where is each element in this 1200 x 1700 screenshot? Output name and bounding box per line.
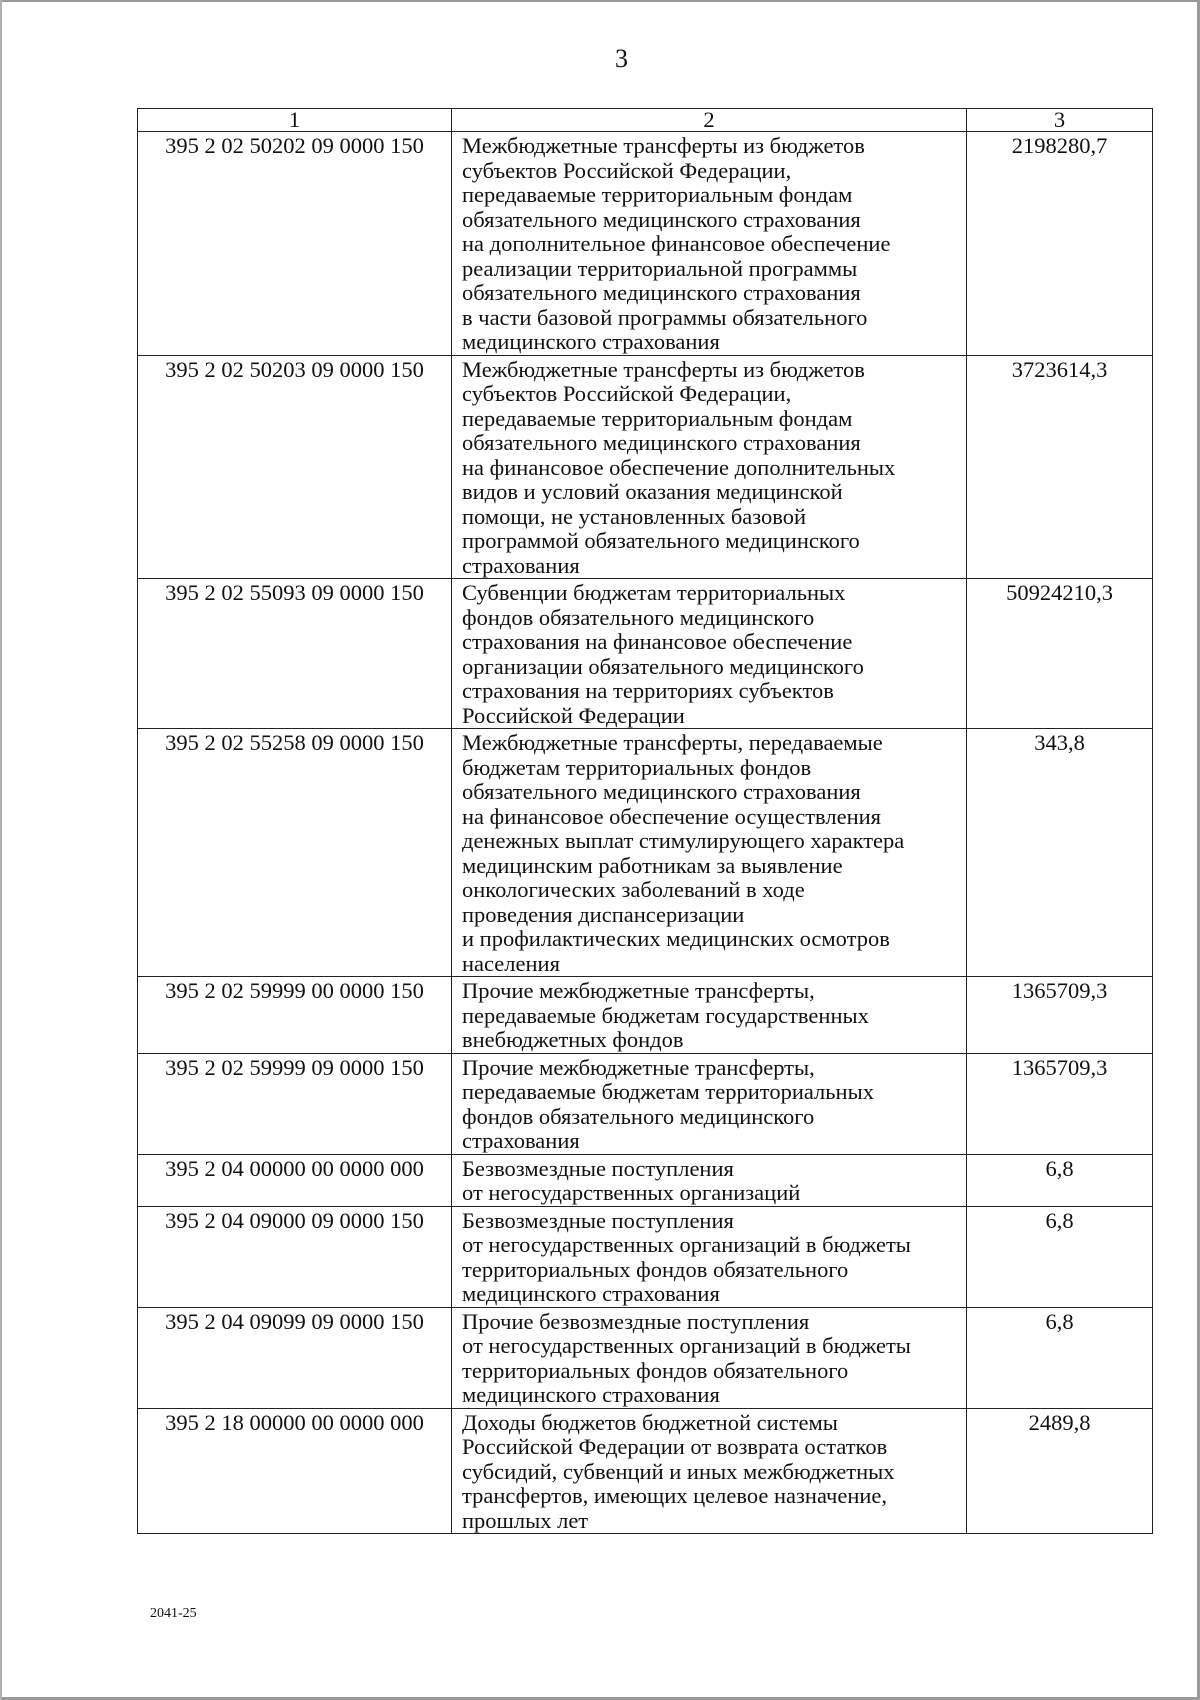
description-line: организации обязательного медицинского: [462, 653, 864, 679]
description-line: передаваемые территориальным фондам: [462, 405, 853, 431]
budget-revenue-table: [137, 108, 1153, 1534]
amount-value: 6,8: [967, 1307, 1153, 1408]
description-line: медицинского страхования: [462, 1281, 720, 1306]
description-line: Российской Федерации: [462, 702, 685, 728]
table-row: [138, 977, 1153, 1054]
amount-value: 343,8: [967, 729, 1153, 977]
budget-classification-code: 395 2 18 00000 00 0000 000: [138, 1408, 452, 1534]
description-line: Прочие межбюджетные трансферты,: [462, 1054, 815, 1080]
description-line: фондов обязательного медицинского: [462, 604, 815, 630]
description-line: проведения диспансеризации: [462, 901, 745, 927]
budget-classification-code: 395 2 02 50202 09 0000 150: [138, 132, 452, 356]
description-line: онкологических заболеваний в ходе: [462, 877, 805, 902]
description-line: Субвенции бюджетам территориальных: [462, 580, 846, 605]
amount-value: 1365709,3: [967, 977, 1153, 1054]
table-row: [138, 1206, 1153, 1307]
description-line: Российской Федерации от возврата остатков: [462, 1434, 888, 1459]
budget-classification-code: 395 2 04 09099 09 0000 150: [138, 1307, 452, 1408]
document-footer-code: 2041-25: [150, 1606, 197, 1621]
page-number: 3: [615, 44, 628, 73]
description-line: от негосударственных организаций: [462, 1180, 801, 1205]
amount-value: 2198280,7: [967, 132, 1153, 356]
revenue-description: [452, 1408, 967, 1534]
description-line: страхования на территориях субъектов: [462, 678, 834, 703]
description-line: субъектов Российской Федерации,: [462, 157, 792, 183]
page-edge-left: [0, 0, 2, 1700]
amount-value: 3723614,3: [967, 355, 1153, 579]
description-line: страхования на финансовое обеспечение: [462, 629, 853, 654]
description-line: на финансовое обеспечение осуществления: [462, 803, 881, 829]
description-line: территориальных фондов обязательного: [462, 1357, 849, 1383]
description-line: субъектов Российской Федерации,: [462, 381, 792, 406]
description-line: на дополнительное финансовое обеспечение: [462, 231, 891, 256]
revenue-description: [452, 132, 967, 356]
revenue-description: [452, 1307, 967, 1408]
table-row: [138, 355, 1153, 579]
table-row: [138, 1154, 1153, 1206]
revenue-description: [452, 1053, 967, 1154]
description-line: Прочие безвозмездные поступления: [462, 1308, 810, 1334]
table-row: [138, 729, 1153, 977]
description-line: медицинского страхования: [462, 329, 720, 354]
description-line: Прочие межбюджетные трансферты,: [462, 978, 815, 1003]
budget-classification-code: 395 2 04 09000 09 0000 150: [138, 1206, 452, 1307]
table-row: [138, 132, 1153, 356]
table-row: [138, 1408, 1153, 1534]
description-line: страхования: [462, 1128, 580, 1153]
description-line: медицинского страхования: [462, 1382, 720, 1407]
description-line: передаваемые бюджетам государственных: [462, 1002, 869, 1028]
table-body: [138, 132, 1153, 1534]
budget-classification-code: 395 2 02 55093 09 0000 150: [138, 579, 452, 729]
description-line: Безвозмездные поступления: [462, 1207, 734, 1233]
description-line: реализации территориальной программы: [462, 255, 858, 281]
column-header-2: 2: [452, 109, 967, 132]
budget-classification-code: 395 2 02 59999 00 0000 150: [138, 977, 452, 1054]
description-line: помощи, не установленных базовой: [462, 503, 807, 529]
description-line: бюджетам территориальных фондов: [462, 754, 812, 780]
revenue-description: [452, 977, 967, 1054]
table-row: [138, 1307, 1153, 1408]
description-line: трансфертов, имеющих целевое назначение,: [462, 1483, 888, 1508]
table-row: [138, 579, 1153, 729]
description-line: прошлых лет: [462, 1507, 589, 1533]
description-line: обязательного медицинского страхования: [462, 280, 861, 305]
amount-value: 6,8: [967, 1154, 1153, 1206]
revenue-description: [452, 1154, 967, 1206]
description-line: страхования: [462, 552, 580, 578]
description-line: и профилактических медицинских осмотров: [462, 926, 890, 951]
description-line: программой обязательного медицинского: [462, 528, 860, 553]
description-line: Межбюджетные трансферты из бюджетов: [462, 133, 865, 158]
description-line: передаваемые территориальным фондам: [462, 182, 853, 207]
column-header-1: 1: [138, 109, 452, 132]
revenue-description: [452, 1206, 967, 1307]
page-edge-top: [0, 0, 1200, 2]
column-header-3: 3: [967, 109, 1153, 132]
description-line: внебюджетных фондов: [462, 1027, 684, 1052]
description-line: Безвозмездные поступления: [462, 1155, 734, 1181]
description-line: Межбюджетные трансферты, передаваемые: [462, 730, 883, 755]
description-line: территориальных фондов обязательного: [462, 1256, 849, 1282]
description-line: в части базовой программы обязательного: [462, 304, 868, 330]
budget-classification-code: 395 2 02 59999 09 0000 150: [138, 1053, 452, 1154]
amount-value: 1365709,3: [967, 1053, 1153, 1154]
amount-value: 6,8: [967, 1206, 1153, 1307]
description-line: фондов обязательного медицинского: [462, 1103, 815, 1129]
description-line: субсидий, субвенций и иных межбюджетных: [462, 1458, 895, 1484]
description-line: Межбюджетные трансферты из бюджетов: [462, 356, 865, 382]
description-line: видов и условий оказания медицинской: [462, 479, 843, 504]
amount-value: 50924210,3: [967, 579, 1153, 729]
budget-classification-code: 395 2 04 00000 00 0000 000: [138, 1154, 452, 1206]
revenue-description: [452, 579, 967, 729]
budget-classification-code: 395 2 02 50203 09 0000 150: [138, 355, 452, 579]
amount-value: 2489,8: [967, 1408, 1153, 1534]
description-line: от негосударственных организаций в бюджеты: [462, 1232, 911, 1257]
revenue-description: [452, 355, 967, 579]
budget-classification-code: 395 2 02 55258 09 0000 150: [138, 729, 452, 977]
description-line: на финансовое обеспечение дополнительных: [462, 454, 896, 480]
description-line: населения: [462, 950, 560, 976]
description-line: обязательного медицинского страхования: [462, 206, 861, 232]
revenue-description: [452, 729, 967, 977]
description-line: денежных выплат стимулирующего характера: [462, 828, 905, 853]
table-row: [138, 1053, 1153, 1154]
description-line: обязательного медицинского страхования: [462, 430, 861, 455]
table-header-row: [138, 109, 1153, 132]
description-line: передаваемые бюджетам территориальных: [462, 1079, 874, 1104]
description-line: Доходы бюджетов бюджетной системы: [462, 1409, 838, 1435]
description-line: обязательного медицинского страхования: [462, 779, 861, 804]
description-line: от негосударственных организаций в бюджеты: [462, 1333, 911, 1358]
description-line: медицинским работникам за выявление: [462, 852, 843, 878]
